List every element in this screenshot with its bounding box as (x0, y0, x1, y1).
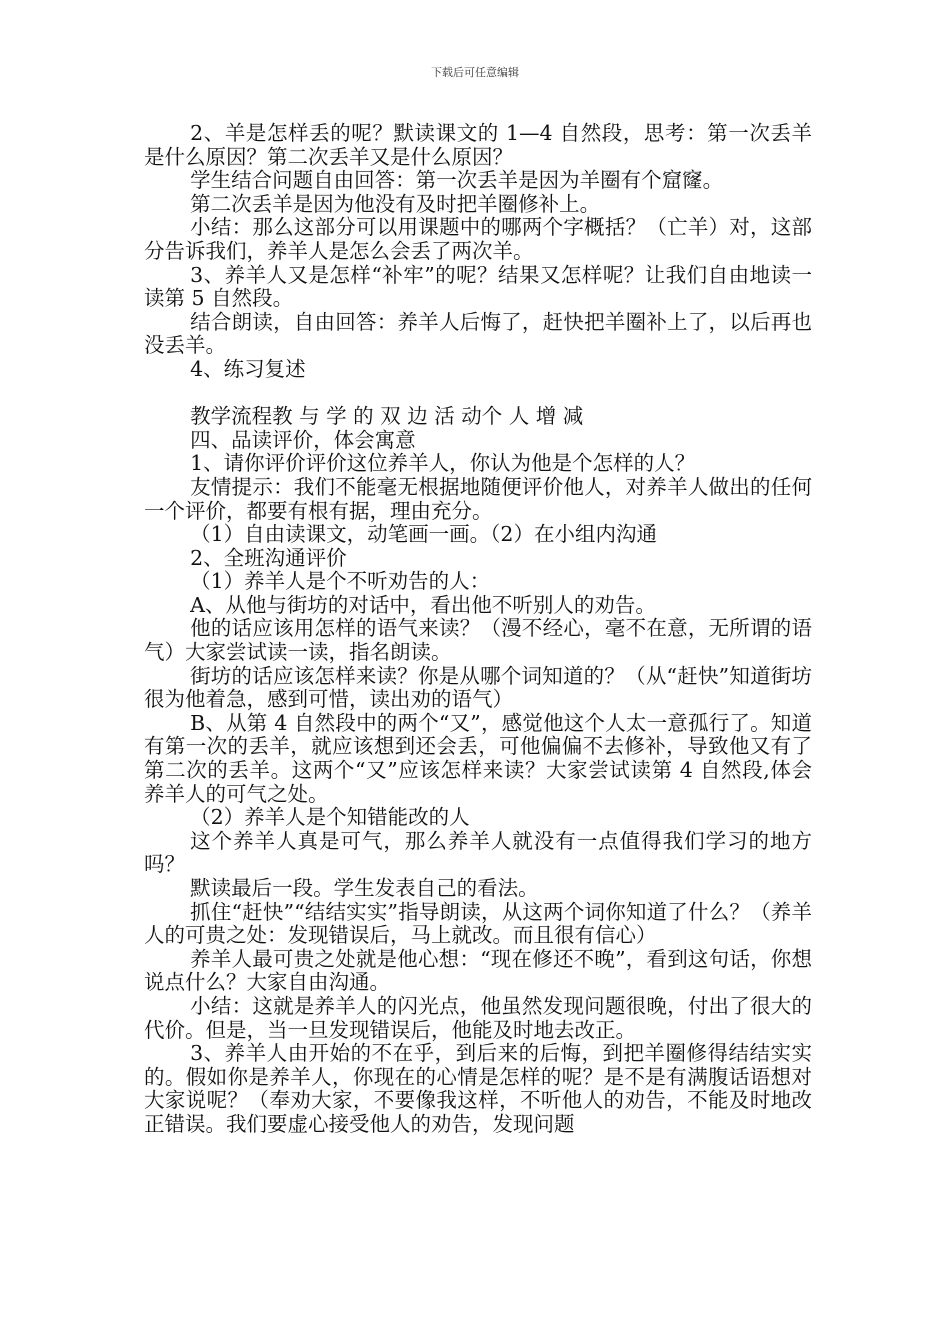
paragraph: 抓住“赶快”“结结实实”指导朗读，从这两个词你知道了什么？（养羊人的可贵之处：发现错误后，马上就改。而且很有信心） (144, 899, 812, 948)
paragraph: 他的话应该用怎样的语气来读？（漫不经心，毫不在意，无所谓的语气）大家尝试读一读，指名朗读。 (144, 616, 812, 665)
section-heading: 四、品读评价，体会寓意 (190, 427, 416, 452)
paragraph: 2、全班沟通评价 (190, 545, 347, 570)
paragraph: A、从他与街坊的对话中，看出他不听别人的劝告。 (190, 592, 656, 617)
paragraph: 结合朗读，自由回答：养羊人后悔了，赶快把羊圈补上了，以后再也没丢羊。 (144, 309, 812, 358)
paragraph: （2）养羊人是个知错能改的人 (190, 805, 470, 830)
paragraph: 第二次丢羊是因为他没有及时把羊圈修补上。 (190, 191, 601, 216)
paragraph: 4、练习复述 (190, 356, 306, 381)
blank-line (144, 382, 812, 406)
paragraph: 这个养羊人真是可气，那么养羊人就没有一点值得我们学习的地方吗？ (144, 828, 812, 877)
paragraph: B、从第 4 自然段中的两个“又”，感觉他这个人太一意孤行了。知道有第一次的丢羊，就应该想到还会丢，可他偏偏不去修补，导致他又有了第二次的丢羊。这两个“又”应该怎样来读？大家尝试读第 4 自然段,体会养羊人的可气之处。 (144, 710, 812, 806)
paragraph: 教学流程教 与 学 的 双 边 活 动个 人 增 减 (190, 404, 584, 429)
paragraph: 街坊的话应该怎样来读？你是从哪个词知道的？（从“赶快”知道街坊很为他着急，感到可惜，读出劝的语气） (144, 663, 812, 712)
page-header: 下载后可任意编辑 (431, 66, 519, 79)
paragraph: 2、羊是怎样丢的呢？默读课文的 1—4 自然段，思考：第一次丢羊是什么原因？第二次丢羊又是什么原因？ (144, 121, 812, 169)
paragraph: （1）养羊人是个不听劝告的人： (190, 569, 491, 594)
paragraph: 学生结合问题自由回答：第一次丢羊是因为羊圈有个窟窿。 (190, 168, 724, 193)
paragraph: （1）自由读课文，动笔画一画。（2）在小组内沟通 (190, 522, 657, 547)
paragraph: 3、养羊人又是怎样“补牢”的呢？结果又怎样呢？让我们自由地读一读第 5 自然段。 (144, 262, 812, 311)
document-body (144, 122, 812, 1137)
paragraph: 默读最后一段。学生发表自己的看法。 (190, 876, 539, 900)
paragraph: 1、请你评价评价这位养羊人，你认为他是个怎样的人？ (190, 451, 696, 476)
paragraph: 3、养羊人由开始的不在乎，到后来的后悔，到把羊圈修得结结实实的。假如你是养羊人，你现在的心情是怎样的呢？是不是有满腹话语想对大家说呢？（奉劝大家，不要像我这样，不听他人的劝告，不能及时地改正错误。我们要虚心接受他人的劝告，发现问题 (144, 1041, 812, 1136)
paragraph: 小结：这就是养羊人的闪光点，他虽然发现问题很晚，付出了很大的代价。但是，当一旦发现错误后，他能及时地去改正。 (144, 993, 812, 1042)
paragraph: 小结：那么这部分可以用课题中的哪两个字概括？（亡羊）对，这部分告诉我们，养羊人是怎么会丢了两次羊。 (144, 215, 812, 263)
paragraph: 养羊人最可贵之处就是他心想：“现在修还不晚”，看到这句话，你想说点什么？大家自由沟通。 (144, 946, 812, 995)
paragraph: 友情提示：我们不能毫无根据地随便评价他人，对养羊人做出的任何一个评价，都要有根有据，理由充分。 (144, 474, 812, 523)
